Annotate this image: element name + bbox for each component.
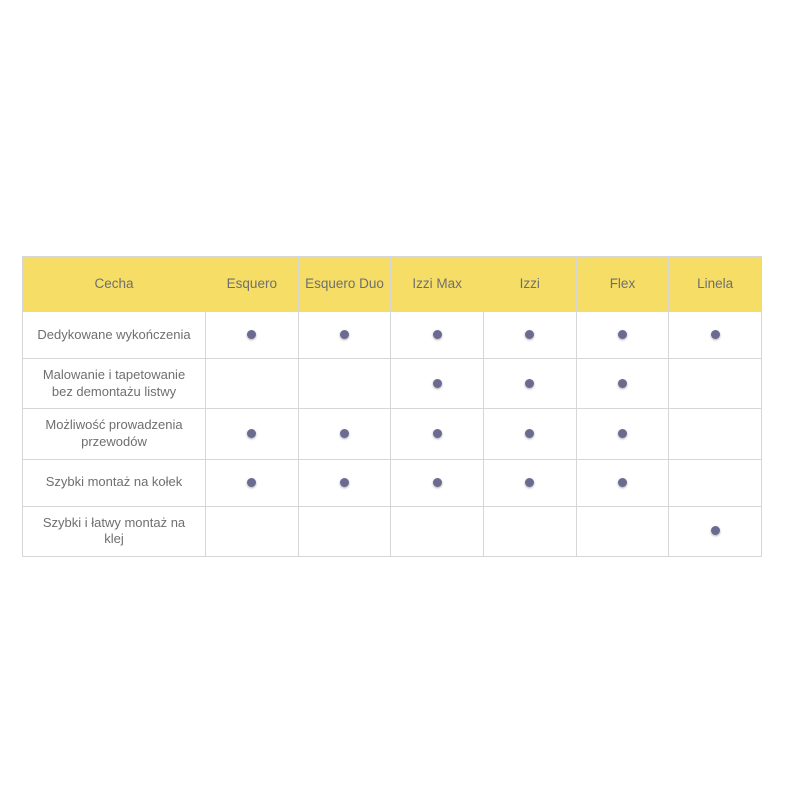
mark-cell bbox=[206, 459, 299, 506]
mark-cell bbox=[483, 359, 576, 409]
dot-icon bbox=[247, 429, 256, 438]
mark-cell bbox=[298, 506, 391, 556]
table-row bbox=[23, 312, 762, 359]
mark-cell bbox=[669, 459, 762, 506]
mark-cell bbox=[391, 409, 484, 459]
feature-label: Szybki montaż na kołek bbox=[23, 459, 206, 506]
mark-cell bbox=[298, 459, 391, 506]
mark-cell bbox=[298, 409, 391, 459]
dot-icon bbox=[433, 429, 442, 438]
mark-cell bbox=[669, 312, 762, 359]
feature-label: Możliwość prowadzenia przewodów bbox=[23, 409, 206, 459]
mark-cell bbox=[576, 312, 669, 359]
dot-icon bbox=[711, 526, 720, 535]
dot-icon bbox=[340, 330, 349, 339]
dot-icon bbox=[618, 330, 627, 339]
dot-icon bbox=[247, 330, 256, 339]
table-body bbox=[23, 312, 762, 557]
dot-icon bbox=[433, 330, 442, 339]
feature-label: Malowanie i tapetowanie bez demontażu listwy bbox=[23, 359, 206, 409]
mark-cell bbox=[576, 459, 669, 506]
comparison-table bbox=[22, 256, 762, 557]
table-header bbox=[23, 257, 762, 312]
dot-icon bbox=[525, 478, 534, 487]
mark-cell bbox=[206, 506, 299, 556]
dot-icon bbox=[525, 379, 534, 388]
mark-cell bbox=[206, 409, 299, 459]
column-header-feature: Cecha bbox=[23, 257, 206, 312]
mark-cell bbox=[298, 312, 391, 359]
dot-icon bbox=[340, 478, 349, 487]
table-row bbox=[23, 459, 762, 506]
feature-label: Szybki i łatwy montaż na klej bbox=[23, 506, 206, 556]
mark-cell bbox=[391, 506, 484, 556]
mark-cell bbox=[576, 409, 669, 459]
column-header-esquero-duo: Esquero Duo bbox=[298, 257, 391, 312]
column-header-izzi: Izzi bbox=[483, 257, 576, 312]
dot-icon bbox=[247, 478, 256, 487]
mark-cell bbox=[483, 506, 576, 556]
mark-cell bbox=[576, 506, 669, 556]
column-header-izzi-max: Izzi Max bbox=[391, 257, 484, 312]
mark-cell bbox=[576, 359, 669, 409]
mark-cell bbox=[206, 312, 299, 359]
dot-icon bbox=[340, 429, 349, 438]
mark-cell bbox=[669, 359, 762, 409]
dot-icon bbox=[433, 379, 442, 388]
mark-cell bbox=[391, 359, 484, 409]
mark-cell bbox=[669, 409, 762, 459]
table-row bbox=[23, 359, 762, 409]
mark-cell bbox=[206, 359, 299, 409]
feature-label: Dedykowane wykończenia bbox=[23, 312, 206, 359]
comparison-table-container bbox=[22, 256, 762, 557]
dot-icon bbox=[525, 429, 534, 438]
dot-icon bbox=[618, 429, 627, 438]
mark-cell bbox=[483, 459, 576, 506]
dot-icon bbox=[711, 330, 720, 339]
dot-icon bbox=[433, 478, 442, 487]
mark-cell bbox=[483, 312, 576, 359]
dot-icon bbox=[525, 330, 534, 339]
mark-cell bbox=[669, 506, 762, 556]
table-row bbox=[23, 506, 762, 556]
mark-cell bbox=[298, 359, 391, 409]
dot-icon bbox=[618, 478, 627, 487]
column-header-linela: Linela bbox=[669, 257, 762, 312]
column-header-esquero: Esquero bbox=[206, 257, 299, 312]
table-row bbox=[23, 409, 762, 459]
table-header-row bbox=[23, 257, 762, 312]
mark-cell bbox=[391, 459, 484, 506]
column-header-flex: Flex bbox=[576, 257, 669, 312]
mark-cell bbox=[391, 312, 484, 359]
mark-cell bbox=[483, 409, 576, 459]
dot-icon bbox=[618, 379, 627, 388]
